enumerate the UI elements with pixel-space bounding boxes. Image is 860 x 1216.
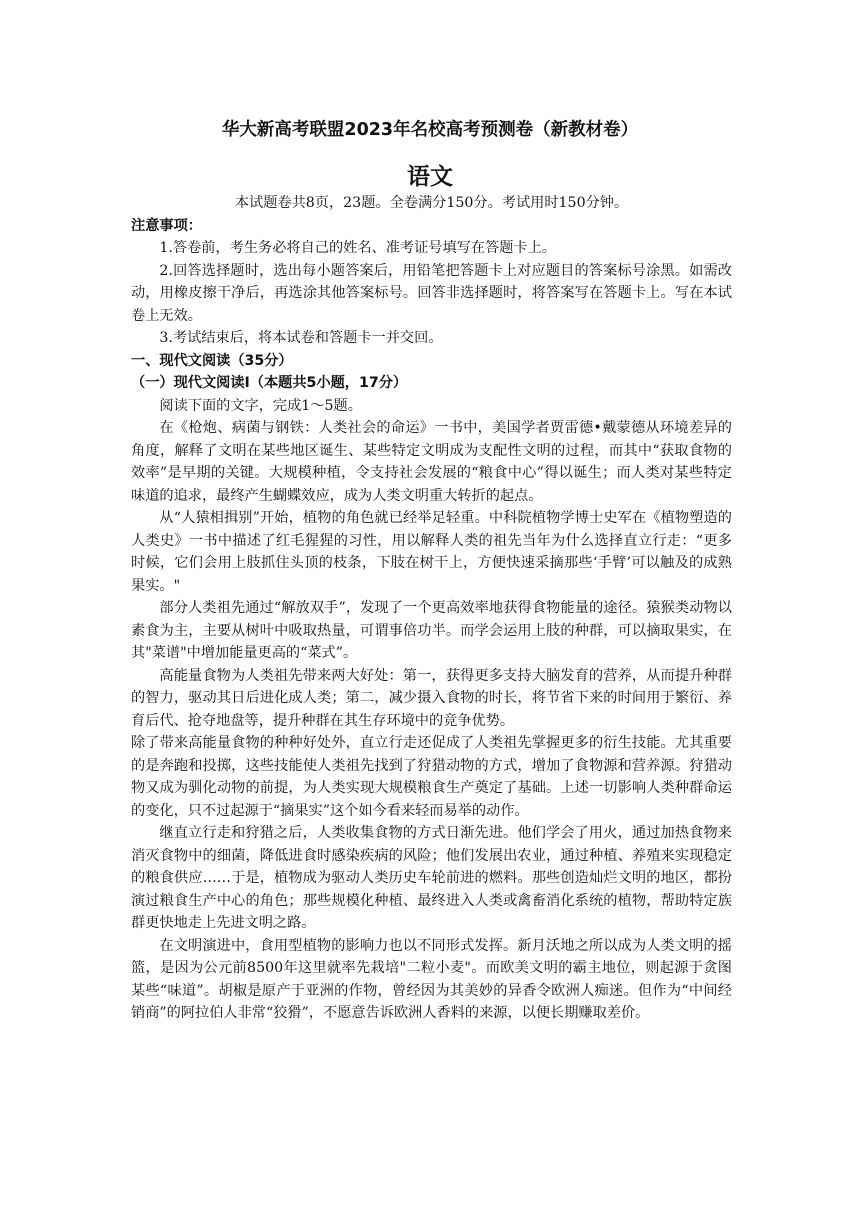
exam-body — [131, 192, 732, 1025]
passage-paragraph: 从“人猿相揖别”开始，植物的角色就已经举足轻重。中科院植物学博士史军在《植物塑造的人类史》一书中描述了红毛猩猩的习性，用以解释人类的祖先当年为什么选择直立行走：“更多时候，它们会用上肢抓住头顶的枝条，下肢在树干上，方便快速采摘那些‘手臂’可以触及的成熟果实。" — [131, 510, 732, 594]
passage-paragraph: 除了带来高能量食物的种种好处外，直立行走还促成了人类祖先掌握更多的衍生技能。尤其重要的是奔跑和投掷，这些技能使人类祖先找到了狩猎动物的方式，增加了食物源和营养源。狩猎动物又成为驯化动物的前提，为人类实现大规模粮食生产奠定了基础。上述一切影响人类种群命运的变化，只不过起源于“摘果实”这个如今看来轻而易举的动作。 — [131, 735, 732, 819]
passage-paragraph: 在文明演进中，食用型植物的影响力也以不同形式发挥。新月沃地之所以成为人类文明的摇篮，是因为公元前8500年这里就率先栽培"二粒小麦"。而欧美文明的霸主地位，则起源于贪图某些“味道”。胡椒是原产于亚洲的作物，曾经因为其美妙的异香令欧洲人痴迷。但作为“中间经销商”的阿拉伯人非常“狡猾”，不愿意告诉欧洲人香料的来源，以便长期赚取差价。 — [131, 937, 732, 1021]
reading-instruction: 阅读下面的文字，完成1～5题。 — [159, 397, 362, 414]
notice-item-3: 3.考试结束后，将本试卷和答题卡一并交回。 — [159, 330, 443, 346]
passage-paragraph: 高能量食物为人类祖先带来两大好处：第一，获得更多支持大脑发育的营养，从而提升种群的智力，驱动其日后进化成人类；第二，减少摄入食物的时长，将节省下来的时间用于繁衍、养育后代、抢夺地盘等，提升种群在其生存环境中的竞争优势。 — [131, 667, 732, 729]
subject-title: 语文 — [407, 164, 453, 190]
exam-title: 华大新高考联盟2023年名校高考预测卷（新教材卷） — [221, 120, 639, 140]
section-heading: 一、现代文阅读（35分） — [131, 352, 293, 369]
passage-paragraph: 部分人类祖先通过“解放双手”，发现了一个更高效率地获得食物能量的途径。猿猴类动物以素食为主，主要从树叶中吸取热量，可谓事倍功半。而学会运用上肢的种群，可以摘取果实，在其"菜谱"中增加能量更高的“菜式”。 — [131, 600, 732, 661]
passage-paragraph: 在《枪炮、病菌与钢铁：人类社会的命运》一书中，美国学者贾雷德•戴蒙德从环境差异的角度，解释了文明在某些地区诞生、某些特定文明成为支配性文明的过程，而其中“获取食物的效率”是早期的关键。大规模种植，令支持社会发展的“粮食中心”得以诞生；而人类对某些特定味道的追求，最终产生蝴蝶效应，成为人类文明重大转折的起点。 — [131, 420, 732, 504]
subsection-heading: （一）现代文阅读Ⅰ（本题共5小题，17分） — [131, 375, 408, 391]
notice-item-1: 1.答卷前，考生务必将自己的姓名、准考证号填写在答题卡上。 — [159, 240, 556, 256]
notice-item-2: 2.回答选择题时，选出每小题答案后，用铅笔把答题卡上对应题目的答案标号涂黑。如需改动，用橡皮擦干净后，再选涂其他答案标号。回答非选择题时，将答案写在答题卡上。写在本试卷上无效。 — [131, 262, 732, 324]
notice-heading: 注意事项： — [131, 217, 202, 234]
passage-paragraph: 继直立行走和狩猎之后，人类收集食物的方式日渐先进。他们学会了用火，通过加热食物来消灭食物中的细菌，降低进食时感染疾病的风险；他们发展出农业，通过种植、养殖来实现稳定的粮食供应……于是，植物成为驱动人类历史车轮前进的燃料。那些创造灿烂文明的地区，都扮演过粮食生产中心的角色；那些规模化种植、最终进入人类或禽畜消化系统的植物，帮助特定族群更快地走上先进文明之路。 — [131, 825, 732, 931]
exam-info: 本试题卷共8页，23题。全卷满分150分。考试用时150分钟。 — [234, 195, 629, 211]
